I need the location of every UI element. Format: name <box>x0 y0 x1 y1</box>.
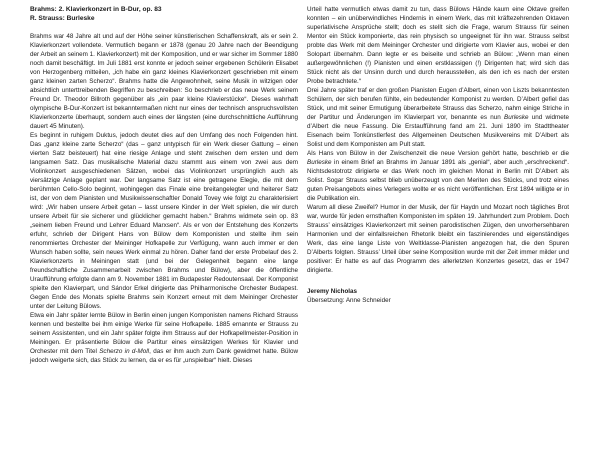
paragraph <box>307 86 569 149</box>
italic-text: Scherzo in d-Moll <box>99 348 150 355</box>
author-name: Jeremy Nicholas <box>307 288 358 295</box>
text-run: Drei Jahre später traf er den großen Pianisten Eugen d’Albert, einen von Liszts bekanntesten Schülern, der sich berufen fühlte, ein bedeutender Komponist zu werden. D’Albert gefiel das Stück, und mit seiner Ermutigung überarbeitete Strauss das Scherzo, nahm einige Striche in der Partitur und Änderungen im Klavierpart vor, benannte es nun <box>307 87 569 121</box>
italic-text: Burleske <box>307 159 332 166</box>
text-run: , das er ihm auch zum Dank gewidmet hatte. Bülow jedoch weigerte sich, das Stück zu lernen, da er es für „unspielbar“ hielt. Dieses <box>30 348 298 364</box>
translator-credit: Übersetzung: Anne Schneider <box>307 297 391 304</box>
document-title: Brahms: 2. Klavierkonzert in B-Dur, op. 83 <box>30 6 162 13</box>
paragraph <box>30 311 298 365</box>
paragraph: Es beginnt in ruhigem Duktus, jedoch deutet dies auf den Umfang des noch Folgenden hint. Das „ganz kleine zarte Scherzo“ (das – ganz untypisch für ein Werk dieser Gattung – einen vierten Satz beisteuert) hat eine riesige Anlage und steht zwischen dem ersten und dem langsamen Satz. Das musikalische Material dazu stammt aus einem von zwei aus dem Violinkonzert ausgeschiedenen Sätzen, wobei das Violinkonzert ursprünglich auch als viersätzige Anlage geplant war. Der langsame Satz ist eine getragene Elegie, die mit dem berühmten Cello-Solo beginnt, wohingegen das Finale eine breitangelegter und heiterer Satz ist, der von dem Pianisten und Musikwissenschaftler Donald Tovey wie folgt zu charakterisiert wird: „Wir haben unsere Arbeit getan – lasst unsere Kinder in der Welt spielen, die wir durch unsere Arbeit für sie sicherer und glücklicher gemacht haben.“ Brahms widmete sein op. 83 „seinem lieben Freund und Lehrer Eduard Marxsen“. Als er von der Entstehung des Konzerts erfuhr, schrieb der Dirigent Hans von Bülow dem Komponisten und stellte ihm sein renommiertes Orchester der Meininger Hofkapelle zur Verfügung, wann auch immer er den Wunsch haben sollte, sein neues Werk einmal zu hören. Daher fand der erste Probelauf des 2. Klavierkonzerts in Meiningen statt (und bei der Gelegenheit begann eine lange freundschaftliche Zusammenarbeit zwischen Brahms und Bülow), aber die öffentliche Uraufführung erfolgte dann am 9. November 1881 im Budapester Redoutensaal. Der Komponist spielte den Klavierpart, und Sándor Erkel dirigierte das Philharmonische Orchester Budapest. Gegen Ende des Monats spielte Brahms sein Konzert erneut mit dem Meininger Orchester unter der Leitung Bülows. <box>30 132 298 310</box>
document-subtitle: R. Strauss: Burleske <box>30 15 95 22</box>
left-column <box>30 5 298 365</box>
italic-text: Burleske <box>504 114 529 121</box>
heading-spacer <box>30 23 298 32</box>
text-run: in einem Brief an Brahms im Januar 1891 als „genial“, aber auch „erschreckend“. Nichtsdestotrotz dirigierte er das Werk noch im gleichen Monat in Berlin mit D’Albert als Solist. Sogar Strauss selbst blieb unüberzeugt von den Meriten des Stücks, und trotz eines guten Preisangebots eines Verlegers wollte er es nicht veröffentlichen. Erst 1894 willigte er in die Publikation ein. <box>307 159 569 202</box>
text-run: Als Hans von Bülow in der Zwischenzeit die neue Version gehört hatte, beschrieb er die <box>307 150 569 157</box>
text-run: Etwa ein Jahr später lernte Bülow in Berlin einen jungen Komponisten namens Richard Strauss kennen und bestellte bei ihm einige Werke für seine Hofkapelle. 1885 ernannte er Strauss zu seinem Assistenten, und ein Jahr später folgte ihm Strauss auf der Hofkapellmeister-Position in Meiningen. Er präsentierte Bülow die Partitur eines einsätzigen Werkes für Klavier und Orchester mit dem Titel <box>30 312 298 355</box>
text-run: und widmete d’Albert die neue Fassung. Die Erstaufführung fand am 21. Juni 1890 im Stadttheater Eisenach beim Tonkünstlerfest des Allgemeinen Deutschen Musikvereins mit D’Albert als Solist und dem Komponisten am Pult statt. <box>307 114 570 148</box>
right-column <box>307 5 569 305</box>
paragraph: Brahms war 48 Jahre alt und auf der Höhe seiner künstlerischen Schaffenskraft, als er sein 2. Klavierkonzert vollendete. Vermutlich begann er 1878 (genau 20 Jahre nach der Beendigung der Arbeit an seinem 1. Klavierkonzert) mit der Komposition, und er war sicher im Sommer 1880 noch damit beschäftigt. Im Juli 1881 erst konnte er jedoch seiner ergebenen Schülerin Elisabet von Herzogenberg mitteilen, „ich habe ein ganz kleines Klavierkonzert geschrieben mit einem ganz kleinen zarten Scherzo“. Brahms hatte die Angewohnheit, seine Musik in witzigen oder absichtlich unterttreibenden Begriffen zu beschreiben: So beschrieb er das neue Werk seinem Freund Dr. Theodor Billroth gegenüber als „ein paar kleine Klavierstücke“. Dieses wahrhaft olympische B-Dur-Konzert ist bekanntermaßen nicht nur eines der technisch anspruchsvollsten Klavierkonzerte überhaupt, sondern auch eines der längsten (eine durchschnittliche Aufführung dauert 45 Minuten). <box>30 33 298 130</box>
paragraph <box>307 149 569 203</box>
paragraph: Urteil hatte vermutlich etwas damit zu tun, dass Bülows Hände kaum eine Oktave greifen konnten – ein unüberwindliches Hindernis in einem Werk, das mit kräftezehrenden Oktaven superlativische Ansprüche stellt; doch es stellt sich die Frage, warum Strauss für seinen Mentor ein Stück komponierte, das rein physisch so ungeeignet für ihn war. Strauss selbst probte das Werk mit dem Meininger Orchester und dirigierte vom Klavier aus, wobei er den Solopart übernahm. Dann legte er es beiseite und schrieb an Bülow: „Wenn man einen außergewöhnlichen (!) Pianisten und einen erstklassigen (!) Dirigenten hat; wird sich das Stück nicht als der Unsinn durch und durch herausstellen, als den ich es nach der ersten Probe betrachtete.“ <box>307 6 569 85</box>
paragraph: Warum all diese Zweifel? Humor in der Musik, der für Haydn und Mozart noch tägliches Brot war, wurde für jeden ernsthaften Komponisten im späten 19. Jahrhundert zum Problem. Doch Strauss’ einsätziges Klavierkonzert mit seinen parodistischen Zügen, den unvorhersehbaren Harmonien und der einfallsreichen Rhetorik bleibt ein faszinierendes und eigenständiges Werk, das eine lange Liste von Weltklasse-Pianisten angezogen hat, die den Spuren D’Alberts folgten. Strauss’ Urteil über seine Komposition wurde mit der Zeit immer milder und positiver: Er hatte es auf das Programm des allerletzten Konzertes gesetzt, das er 1947 dirigierte. <box>307 204 569 274</box>
